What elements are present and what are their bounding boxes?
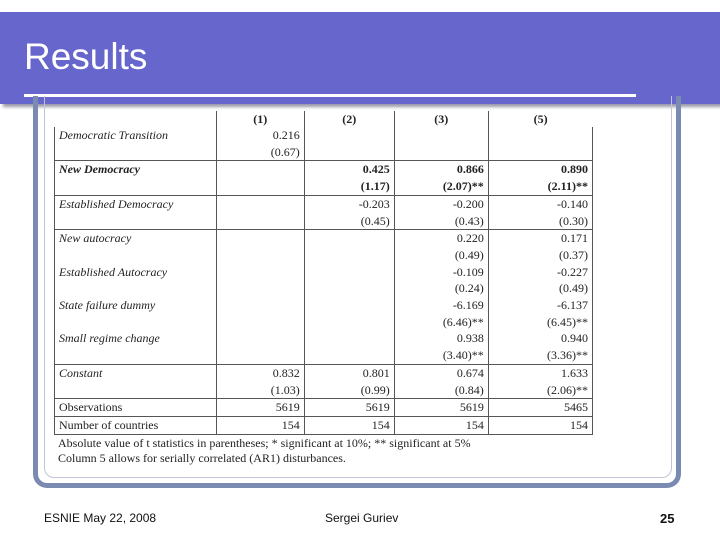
- row-label: Number of countries: [55, 416, 217, 434]
- col-1-cell: [216, 314, 304, 331]
- table-body: [55, 127, 593, 434]
- col-5-cell: -0.227: [488, 264, 592, 281]
- results-table: [54, 111, 593, 435]
- col-1-cell: (0.67): [216, 144, 304, 161]
- table-row: [55, 213, 593, 230]
- col-1-cell: [216, 330, 304, 347]
- col-2-cell: 0.801: [304, 364, 394, 381]
- col-2-cell: [304, 330, 394, 347]
- row-label: Constant: [55, 364, 217, 381]
- col-2-cell: [304, 280, 394, 297]
- row-label: [55, 382, 217, 399]
- col-3-cell: 0.220: [394, 230, 488, 247]
- table-row: [55, 347, 593, 364]
- col-2-cell: [304, 247, 394, 264]
- row-label: New Democracy: [55, 161, 217, 178]
- table-row: [55, 264, 593, 281]
- row-label: New autocracy: [55, 230, 217, 247]
- table-row: [55, 399, 593, 417]
- col-1-cell: [216, 347, 304, 364]
- header-col-1: (1): [216, 111, 304, 127]
- col-1-cell: [216, 297, 304, 314]
- col-2-cell: [304, 230, 394, 247]
- col-3-cell: (0.43): [394, 213, 488, 230]
- row-label: Established Democracy: [55, 195, 217, 212]
- table-notes: [58, 436, 471, 466]
- col-5-cell: 5465: [488, 399, 592, 417]
- col-5-cell: (0.37): [488, 247, 592, 264]
- col-1-cell: [216, 178, 304, 195]
- col-3-cell: 5619: [394, 399, 488, 417]
- col-2-cell: -0.203: [304, 195, 394, 212]
- col-3-cell: (6.46)**: [394, 314, 488, 331]
- table-row: [55, 330, 593, 347]
- row-label: [55, 314, 217, 331]
- header-label-cell: [55, 111, 217, 127]
- col-5-cell: 154: [488, 416, 592, 434]
- table-row: [55, 382, 593, 399]
- row-label: [55, 247, 217, 264]
- col-2-cell: 5619: [304, 399, 394, 417]
- col-3-cell: 0.866: [394, 161, 488, 178]
- col-1-cell: [216, 195, 304, 212]
- page-number: 25: [660, 511, 675, 526]
- col-2-cell: (0.45): [304, 213, 394, 230]
- col-1-cell: [216, 161, 304, 178]
- row-label: [55, 280, 217, 297]
- slide-title: Results: [24, 36, 148, 77]
- col-2-cell: 154: [304, 416, 394, 434]
- row-label: Small regime change: [55, 330, 217, 347]
- row-label: [55, 213, 217, 230]
- col-5-cell: [488, 127, 592, 144]
- col-3-cell: (3.40)**: [394, 347, 488, 364]
- table-row: [55, 247, 593, 264]
- col-1-cell: 5619: [216, 399, 304, 417]
- col-3-cell: -0.200: [394, 195, 488, 212]
- row-label: [55, 178, 217, 195]
- col-5-cell: [488, 144, 592, 161]
- table-row: [55, 297, 593, 314]
- col-1-cell: 0.216: [216, 127, 304, 144]
- col-2-cell: [304, 264, 394, 281]
- col-5-cell: (6.45)**: [488, 314, 592, 331]
- col-2-cell: [304, 127, 394, 144]
- col-3-cell: 0.938: [394, 330, 488, 347]
- table-row: [55, 416, 593, 434]
- col-5-cell: -6.137: [488, 297, 592, 314]
- header-col-2: (2): [304, 111, 394, 127]
- col-3-cell: (0.24): [394, 280, 488, 297]
- col-1-cell: [216, 247, 304, 264]
- table-row: [55, 195, 593, 212]
- col-3-cell: [394, 144, 488, 161]
- footer-author: Sergei Guriev: [325, 511, 399, 525]
- table-row: [55, 178, 593, 195]
- col-1-cell: [216, 230, 304, 247]
- col-1-cell: 154: [216, 416, 304, 434]
- col-3-cell: 154: [394, 416, 488, 434]
- col-1-cell: (1.03): [216, 382, 304, 399]
- col-1-cell: 0.832: [216, 364, 304, 381]
- table-header-row: [55, 111, 593, 127]
- table-row: [55, 230, 593, 247]
- header-col-5: (5): [488, 111, 592, 127]
- col-3-cell: (2.07)**: [394, 178, 488, 195]
- col-1-cell: [216, 280, 304, 297]
- col-5-cell: (3.36)**: [488, 347, 592, 364]
- col-5-cell: (0.49): [488, 280, 592, 297]
- col-5-cell: 0.171: [488, 230, 592, 247]
- col-5-cell: 1.633: [488, 364, 592, 381]
- col-5-cell: 0.890: [488, 161, 592, 178]
- col-2-cell: 0.425: [304, 161, 394, 178]
- table-row: [55, 144, 593, 161]
- col-3-cell: (0.49): [394, 247, 488, 264]
- row-label: State failure dummy: [55, 297, 217, 314]
- table-row: [55, 314, 593, 331]
- row-label: [55, 347, 217, 364]
- col-2-cell: [304, 314, 394, 331]
- table-row: [55, 364, 593, 381]
- col-2-cell: [304, 347, 394, 364]
- table-row: [55, 280, 593, 297]
- row-label: Democratic Transition: [55, 127, 217, 144]
- col-5-cell: (0.30): [488, 213, 592, 230]
- table-row: [55, 161, 593, 178]
- row-label: Established Autocracy: [55, 264, 217, 281]
- col-5-cell: 0.940: [488, 330, 592, 347]
- header-col-3: (3): [394, 111, 488, 127]
- row-label: [55, 144, 217, 161]
- col-3-cell: -0.109: [394, 264, 488, 281]
- notes-line-1: Absolute value of t statistics in parentheses; * significant at 10%; ** significant at 5%: [58, 436, 471, 450]
- col-5-cell: (2.06)**: [488, 382, 592, 399]
- col-3-cell: (0.84): [394, 382, 488, 399]
- col-3-cell: -6.169: [394, 297, 488, 314]
- row-label: Observations: [55, 399, 217, 417]
- notes-line-2: Column 5 allows for serially correlated (AR1) disturbances.: [58, 451, 346, 465]
- col-3-cell: [394, 127, 488, 144]
- table-row: [55, 127, 593, 144]
- col-1-cell: [216, 213, 304, 230]
- col-2-cell: [304, 144, 394, 161]
- col-2-cell: (0.99): [304, 382, 394, 399]
- col-1-cell: [216, 264, 304, 281]
- col-5-cell: (2.11)**: [488, 178, 592, 195]
- col-5-cell: -0.140: [488, 195, 592, 212]
- footer-date: ESNIE May 22, 2008: [44, 511, 157, 525]
- col-3-cell: 0.674: [394, 364, 488, 381]
- col-2-cell: (1.17): [304, 178, 394, 195]
- col-2-cell: [304, 297, 394, 314]
